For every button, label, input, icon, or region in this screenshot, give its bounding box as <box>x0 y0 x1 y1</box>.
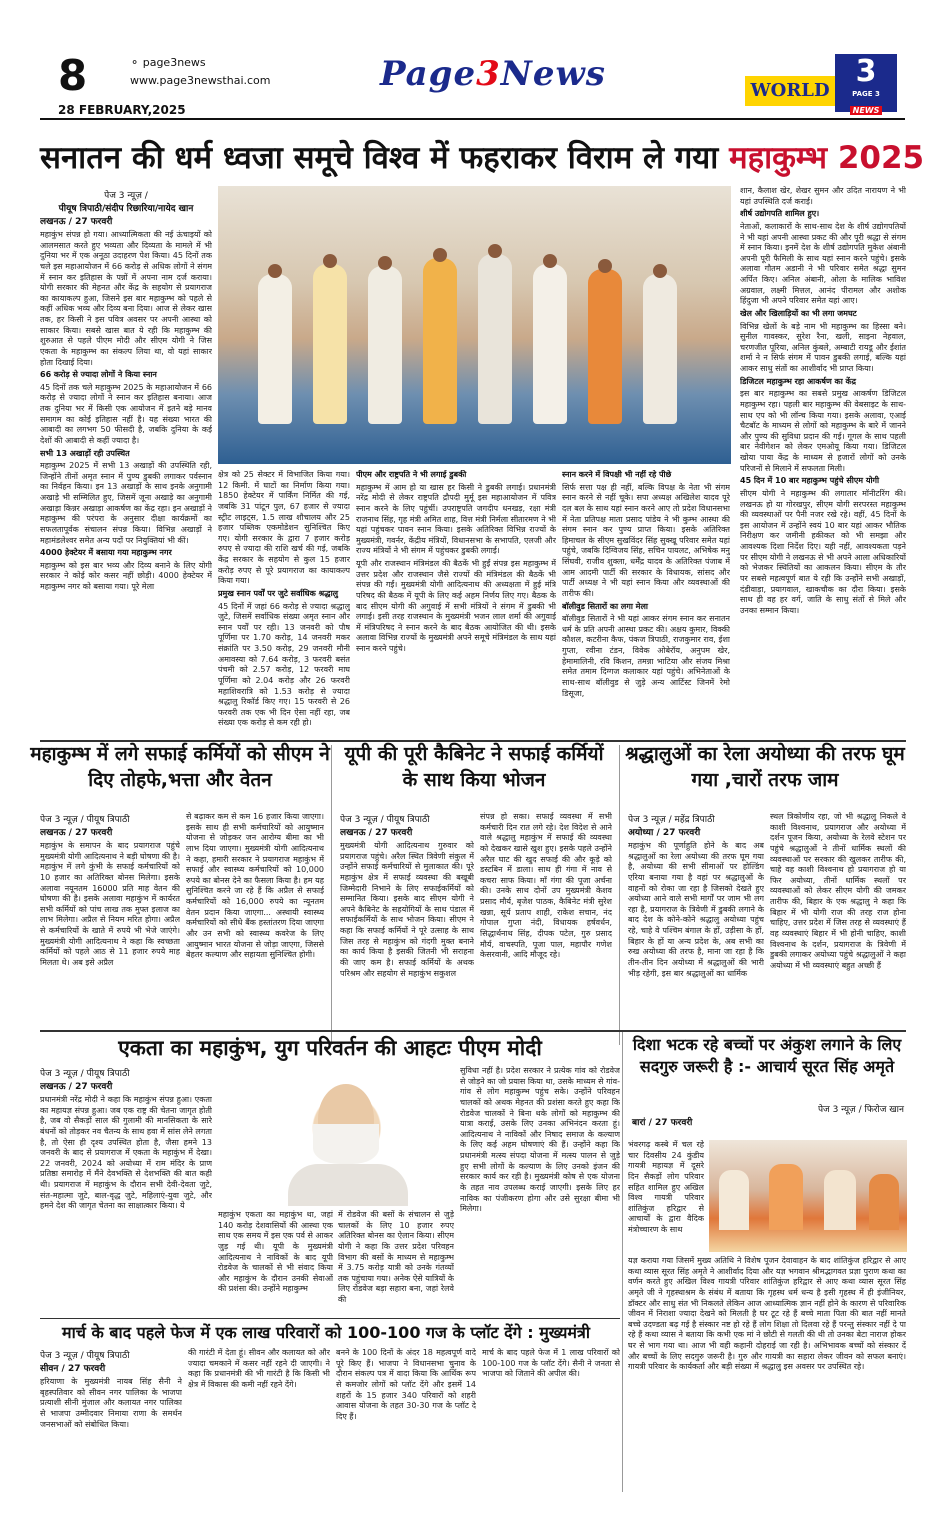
paragraph: हरियाणा के मुख्यमंत्री नायब सिंह सैनी ने बृहस्पतिवार को सीवन नगर पालिका के भाजपा प्रत्याशी सीनी मुंजाल और कलायत नगर पालिका से भाजपा उम्मीदवार निमाया राणा के समर्थन जनसभाओं को संबोधित किया। <box>40 1377 182 1429</box>
story6-headline: दिशा भटक रहे बच्चों पर अंकुश लगाने के लिए सदगुरु जरूरी है :- आचार्य सूरत सिंह अमृते <box>632 1035 902 1076</box>
main-headline <box>40 136 925 178</box>
main-story-photo <box>218 186 731 464</box>
paragraph: बनने के 100 दिनों के अंदर 18 महत्वपूर्ण वादे पूरे किए हैं। भाजपा ने विधानसभा चुनाव के दौरान संकल्प पत्र में वादा किया कि आर्थिक रूप से कमजोर लोगों को प्लॉट देंगे और इसमें 14 शहरों के 15 हजार 340 परिवारों को शहरी आवास योजना के तहत 30-30 गज के प्लॉट दे दिए हैं। <box>336 1348 476 1421</box>
paragraph: सिर्फ सत्ता पक्ष ही नहीं, बल्कि विपक्ष के नेता भी संगम स्नान करने से नहीं चूके। सपा अध्यक्ष अखिलेश यादव पूरे दल बल के साथ यहां स्नान करने आए तो प्रदेश विधानसभा में नेता प्रतिपक्ष माता प्रसाद पांडेय ने भी कुम्भ आस्था की संगम स्नान कर पुण्य प्राप्त किया। इसके अतिरिक्त हिमाचल के सीएम सुखविंदर सिंह सुक्खू परिवार समेत यहां पहुंचे, जबकि दिग्विजय सिंह, सचिन पायलट, अभिषेक मनु सिंघवी, राजीव शुक्ला, धर्मेंद्र यादव के अतिरिक्त पंजाब में आम आदमी पार्टी की सरकार के विधायक, सांसद और पार्टी अध्यक्ष ने भी यहां स्नान किया और व्यवस्थाओं की तारीफ की। <box>562 482 730 598</box>
byline-authors: पीयूष त्रिपाठी/संदीप रिछारिया/नायेद खान <box>58 204 194 214</box>
figure-head <box>433 248 447 262</box>
byline-dateline: लखनऊ / 27 फरवरी <box>40 1082 113 1092</box>
beard-shape <box>313 1124 379 1164</box>
story5-col4 <box>460 1066 620 1316</box>
badge-number: 3 <box>855 54 877 89</box>
paragraph: यज्ञ कराया गया जिसमें मुख्य अतिथि ने विशेष पूजन देवावाहन के बाद शांतिकुंज हरिद्वार से आए कथा व्यास सूरत सिंह अमृते ने आशीर्वाद दिया और यज्ञ भगवान श्रीमद्भागवत प्रज्ञा पुराण कथा का वर्णन करते हुए अखिल विश्व गायत्री परिवार शांतिकुंज हरिद्वार से आए कथा व्यास सूरत सिंह अमृते जी ने गृहस्थाश्रम के संबंध में बताया कि गृहस्थ धर्म धन्य है इसी गृहस्थ में ही इंजीनियर, डॉक्टर और साधु संत भी निकलते लेकिन आज आध्यात्मिक ज्ञान नहीं होने के कारण से परिवारिक जीवन में निराशा ज्यादा देखने को मिलती है घर टूट रहे हैं बच्चे माता पिता की बात नहीं मानते बच्चे उदण्डता बढ़ गई है संस्कार नष्ट हो रहे हैं लोग शिक्षा तो दिलवा रहे हैं परन्तु संस्कार नहीं दे पा रहे हैं कथा व्यास ने बताया कि कभी एक मां ने छोटी से गलती की थी तो उनका बेटा नाराज होकर घर से भाग गया था। आज भी वही कहानी दोहराई जा रही है। अभिभावक बच्चों को संस्कार दें और बच्चों के लिए सदगुरु जरूरी है। गुरु और गायत्री का सहारा लेकर जीवन को सफल बनाएं। गायत्री परिवार के कार्यकर्ता और बड़ी संख्या में श्रद्धालु इस अवसर पर उपस्थित रहे। <box>628 1256 906 1372</box>
story2-col2 <box>186 812 324 1044</box>
subhead: सभी 13 अखाड़ों रही उपस्थित <box>40 448 130 458</box>
paragraph: महाकुम्भ को इस बार भव्य और दिव्य बनाने के लिए योगी सरकार ने कोई कोर कसर नहीं छोड़ी। 4000 हेक्टेयर में महाकुम्भ नगर को बसाया गया। पूरे मेला <box>40 560 212 591</box>
logo-text-3: News <box>500 54 606 94</box>
figure <box>769 1164 803 1230</box>
story7-headline: मार्च के बाद पहले फेज में एक लाख परिवारों को 100-100 गज के प्लॉट देंगे : मुख्यमंत्री <box>62 1323 590 1342</box>
figure <box>719 1170 749 1230</box>
main-headline-text: सनातन की धर्म ध्वजा समूचे विश्व में फहराकर विराम ले गया <box>40 140 719 176</box>
byline-dateline: लखनऊ / 27 फरवरी <box>40 217 113 227</box>
subhead: बॉलीवुड सितारों का लगा मेला <box>562 601 648 611</box>
page3news-logo <box>380 54 606 94</box>
kurta-shape <box>288 1164 408 1206</box>
story4-headline: श्रद्धालुओं का रेला अयोध्या की तरफ घूम गया ,चारों तरफ जाम <box>625 743 905 791</box>
story7-col1 <box>40 1348 182 1492</box>
paragraph: की गारंटी में देता हूं। सीवन और कलायत को और ज्यादा चमकाने में कसर नहीं रहने दी जाएगी। ने कहा कि प्रधानमंत्री की भी गारंटी है कि किसी भी क्षेत्र में विकास की कमी नहीं रहने देंगे। <box>188 1348 330 1389</box>
paragraph: संपन्न हो सका। सफाई व्यवस्था में सभी कर्मचारी दिन रात लगे रहे। देश विदेश से आने वाले श्रद्धालु महाकुंभ में सफाई की व्यवस्था को देखकर खासे खुश हुए। इसके पहले उन्होंने अरैल घाट की खुद सफाई की और कूड़े को डस्टबिन में डाला। साथ ही गंगा में नाव से कचरा साफ किया। माँ गंगा की पूजा अर्चना की। उनके साथ दोनों उप मुख्यमंत्री केशव प्रसाद मौर्य, बृजेश पाठक, कैबिनेट मंत्री सुरेश खन्ना, सूर्य प्रताप शाही, राकेश सचान, नंद गोपाल गुप्ता नंदी, विधायक हर्षवर्धन, सिद्धार्थनाथ सिंह, दीपक पटेल, गुरु प्रसाद मौर्य, वाचस्पति, पूजा पाल, महापौर गणेश केसरवानी, आदि मौजूद रहे। <box>480 812 612 960</box>
figure <box>313 264 347 424</box>
byline-agency: पेज 3 न्यूज़ / <box>104 191 148 201</box>
story5-col2 <box>218 1210 333 1316</box>
paragraph: महाकुंभ संपन्न हो गया। आध्यात्मिकता की नई ऊंचाइयों को आलमसात करते हुए भव्यता और दिव्यता के मामले में भी दुनिया भर में एक अनूठा उदाहरण पेश किया। 45 दिनों तक चले इस महाआयोजन में 66 करोड़ से अधिक लोगों ने संगम में स्नान कर इतिहास के पन्नों में अपना नाम दर्ज कराया। योगी सरकार की मेहनत और केंद्र के सहयोग से प्रयागराज का कायाकल्प हुआ, जिसने इस बार महाकुम्भ को पहले से कहीं अधिक भव्य और दिव्य बना दिया। आज से लेकर खास तक, हर किसी ने इस पवित्र अवसर पर अपनी आस्था को साकार किया। सबसे खास बात ये रही कि महाकुम्भ की शुरुआत से पहले पीएम मोदी और सीएम योगी ने जिस एकता के महाकुम्भ का संकल्प लिया था, वो यहां साकार होता दिखाई दिया। <box>40 230 212 367</box>
paragraph: भंवरगढ़ कस्बे में चल रहे चार दिवसीय 24 कुंडीय गायत्री महायज्ञ में दूसरे दिन सैकड़ों लोग परिवार सहित शामिल हुए अखिल विश्व गायत्री परिवार शांतिकुंज हरिद्वार से आचार्यों के द्वारा वैदिक मंत्रोच्चारण के साथ <box>628 1140 704 1234</box>
social-text: page3news <box>142 56 206 69</box>
paragraph: महाकुंभ के समापन के बाद प्रयागराज पहुंचे मुख्यमंत्री योगी आदित्यनाथ ने बड़ी घोषणा की है। महाकुंभ में लगे कुंभी के सफाई कर्मचारियों को 10 हजार का अतिरिक्त बोनस मिलेगा। इसके अलावा नयूनतम 16000 प्रति माह वेतन की घोषणा की है। इसके अलावा महाकुंभ में कार्यरत सभी कर्मियों को पांच लाख तक मुफ्त इलाज का लाभ मिलेगा। अप्रैल से नियम मरित होगा। अप्रैल से कर्मचारियों के खाते में रुपये भी भेजे जाएंगे। मुख्यमंत्री योगी आदित्यनाथ ने कहा कि स्वच्छता कर्मियों को पहले आठ से 11 हजार रुपये माह मिलता थे। अब इसे अप्रैल <box>40 841 180 967</box>
paragraph: नेताओं, कलाकारों के साथ-साथ देश के शीर्ष उद्योगपतियों ने भी यहां अपनी आस्था प्रकट की और पूरी श्रद्धा से संगम में स्नान किया। इनमें देश के शीर्ष उद्योगपति मुकेश अंबानी अपनी पूरी फैमिली के साथ यहां स्नान करने पहुंचे। इसके अलावा गौतम अडानी ने भी परिवार समेत श्रद्धा सुमन अर्पित किए। अनिल अंबानी, ओला के मालिक भाविश अग्रवाल, लक्ष्मी मित्तल, आनंद पीरामल और अशोक हिंदुजा भी अपने परिवार समेत यहां आए। <box>740 221 906 306</box>
byline-agency: पेज 3 न्यूज़ / पीयूष त्रिपाठी <box>40 1069 130 1079</box>
figure <box>824 1170 856 1230</box>
story5-col1 <box>40 1066 212 1316</box>
subhead: पीएम और राष्ट्रपति ने भी लगाई डुबकी <box>356 470 467 479</box>
story2-col1 <box>40 812 180 1044</box>
byline-agency: पेज 3 न्यूज़ / पीयूष त्रिपाठी <box>340 815 430 825</box>
social-handle: ⚬ page3news <box>130 56 206 69</box>
story4-col2 <box>770 812 906 1044</box>
figure <box>478 254 512 424</box>
byline-dateline: अयोध्या / 27 फरवरी <box>628 828 701 838</box>
subhead: डिजिटल महाकुम्भ रहा आकर्षण का केंद्र <box>740 376 856 386</box>
paragraph: से बढ़ाकर कम से कम 16 हजार किया जाएगा। इसके साथ ही सभी कर्मचारियों को आयुष्मान योजना से जोड़कर जन आरोग्य बीमा का भी लाभ दिया जाएगा। मुख्यमंत्री योगी आदित्यनाथ ने कहा, हमारी सरकार ने प्रयागराज महाकुंभ में सफाई और स्वास्थ्य कर्मचारियों को 10,000 रुपये का बोनस देने का फैसला किया है। हम यह सुनिश्चित करने जा रहे हैं कि अप्रैल से सफाई कर्मचारियों को 16,000 रुपये का न्यूनतम वेतन प्रदान किया जाएगा... अस्थायी स्वास्थ्य कर्मचारियों को सीधे बैंक हस्तांतरण दिया जाएगा और उन सभी को स्वास्थ्य कवरेज के लिए आयुष्मान भारत योजना से जोड़ा जाएगा, जिससे बेहतर कल्याण और सहायता सुनिश्चित होगी। <box>186 812 324 960</box>
main-story-col4 <box>562 470 730 736</box>
main-story-col3 <box>356 470 556 736</box>
paragraph: सुविधा नहीं है। प्रदेश सरकार ने प्रत्येक गांव को रोडवेज से जोड़ने का जो प्रयास किया था, उसके माध्यम से गांव-गांव से लोग महाकुम्भ पहुंच सके। उन्होंने परिवहन चालकों को अथक मेहनत की प्रशंसा करते हुए कहा कि रोडवेज चालकों ने बिना थके लोगों को महाकुम्भ की यात्रा कराई, उसके लिए उनका अभिनंदन करता हूं। आदित्यनाथ ने नाविकों और निषाद समाज के कल्याण के लिए कई अहम घोषणाएं की हैं। उन्होंने कहा कि प्रधानमंत्री मत्स्य संपदा योजना में मत्स्य पालन से जुड़े हुए सभी लोगों के कल्याण के लिए उनको इंजन की सरकार कार्य कर रही है। मुख्यमंत्री कोष से एक योजना के तहत नाव उपलब्ध कराई जाएगी। इसके लिए हर नाविक का पंजीकरण होगा और उसे सुरक्षा बीमा भी मिलेगा। <box>460 1066 620 1214</box>
pm-modi-photo <box>218 1064 452 1206</box>
subhead: प्रमुख स्नान पर्वों पर जुटे सर्वाधिक श्रद्धालु <box>218 588 339 598</box>
figure <box>533 264 567 424</box>
story3-col2 <box>480 812 612 1044</box>
byline-agency: पेज 3 न्यूज़ / पीयूष त्रिपाठी <box>40 815 130 825</box>
paragraph: महाकुंभ एकता का महाकुंभ था, जहां 140 करोड़ देशवासियों की आस्था एक साथ एक समय में इस एक पर्व से आकर जुड़ गई थी। यूपी के मुख्यमंत्री आदित्यनाथ ने नाविकों के बाद यूपी रोडवेज के चालकों से भी संवाद किया और महाकुंभ के दौरान उनकी सेवाओं की प्रशंसा की। उन्होंने महाकुम्भ <box>218 1210 333 1294</box>
paragraph: मुख्यमंत्री योगी आदित्यनाथ गुरुवार को प्रयागराज पहुंचे। अरैल स्थित त्रिवेणी संकुल में उन्होंने सफाई कर्मचारियों से मुलाकात की। पूरे महाकुंभ क्षेत्र में सफाई व्यवस्था की बखूबी जिम्मेदारी निभाने के लिए सफाईकर्मियों को सम्मानित किया। इसके बाद सीएम योगी ने अपने कैबिनेट के सहयोगियों के साथ पंडाल में सफाईकर्मियों के साथ भोजन किया। सीएम ने कहा कि सफाई कर्मियों ने पूरे उत्साह के साथ जिस तरह से महाकुंभ को गंदगी मुक्त बनाने का कार्य किया है इसकी जितनी भी सराहना की जाए कम है। सफाई कर्मियों के अथक परिश्रम और सहयोग से महाकुंभ सकुशल <box>340 841 474 978</box>
figure-head <box>598 259 612 273</box>
paragraph: 45 दिनों में जहां 66 करोड़ से ज्यादा श्रद्धालु जुटे, जिसमें सर्वाधिक संख्या अमृत स्नान और स्नान पर्वों पर रही। 13 जनवरी को पौष पूर्णिमा पर 1.70 करोड़, 14 जनवरी मकर संक्रांति पर 3.50 करोड़, 29 जनवरी मौनी अमावस्या को 7.64 करोड़, 3 फरवरी बसंत पंचमी को 2.57 करोड़, 12 फरवरी माघ पूर्णिमा को 2.04 करोड़ और 26 फरवरी महाशिवरात्रि को 1.53 करोड़ से ज्यादा श्रद्धालु रिकॉर्ड किए गए। 15 फरवरी से 26 फरवरी तक एक भी दिन ऐसा नहीं रहा, जब संख्या एक करोड़ से कम रही हो। <box>218 601 350 728</box>
website-link[interactable]: www.page3newsthai.com <box>130 74 271 87</box>
issue-date: 28 FEBRUARY,2025 <box>58 103 186 117</box>
subhead: 66 करोड़ से ज्यादा लोगों ने किया स्नान <box>40 370 157 380</box>
story7-col4 <box>482 1348 620 1492</box>
column-divider <box>331 745 332 1045</box>
story6-col1 <box>628 1140 704 1252</box>
figure <box>869 1174 899 1230</box>
paragraph: प्रधानमंत्री नरेंद्र मोदी ने कहा कि महाकुंभ संपन्न हुआ। एकता का महायज्ञ संपन्न हुआ। जब एक राष्ट्र की चेतना जागृत होती है, जब वो सैकड़ों साल की गुलामी की मानसिकता के सारे बंधनों को तोड़कर नव चैतन्य के साथ हवा में सांस लेने लगता है, तो ऐसा ही दृश्य उपस्थित होता है, जैसा हमने 13 जनवरी के बाद से प्रयागराज में एकता के महाकुंभ में देखा। 22 जनवरी, 2024 को अयोध्या में राम मंदिर के प्राण प्रतिष्ठा समारोह में मैंने देवभक्ति से देशभक्ति की बात कही थी। प्रयागराज में महाकुंभ के दौरान सभी देवी-देवता जुटे, संत-महात्मा जुटे, बाल-वृद्ध जुटे, महिलाएं-युवा जुटे, और हमने देश की जागृत चेतना का साक्षात्कार किया। ये <box>40 1095 212 1211</box>
paragraph: सीएम योगी ने महाकुम्भ की लगातार मॉनीटरिंग की। लखनऊ हो या गोरखपुर, सीएम योगी सरपरस्त महाकुम्भ की व्यवस्थाओं पर पैनी नजर रखे रहे। वहीं, 45 दिनों के इस आयोजन में उन्होंने स्वयं 10 बार यहां आकर भौतिक निरीक्षण कर जमीनी हकीकत को भी समझा और आवश्यक दिशा निर्देश दिए। यही नहीं, आवश्यकता पड़ने पर सीएम योगी ने लखनऊ से भी अपने आला अधिकारियों को भेजकर स्थितियों का आकलन किया। सीएम के तौर पर सबसे महत्वपूर्ण बात ये रही कि उन्होंने सभी अखाड़ों, दंडीवाड़ा, प्रयागवाल, खाकचौक का दौरा किया। इसके साथ ही वह हर वर्ग, जाति के साधु संतों से मिले और उनका सम्मान किया। <box>740 488 906 615</box>
byline-dateline: सीवन / 27 फरवरी <box>40 1364 106 1374</box>
byline-agency: पेज 3 न्यूज़ / फिरोज खान <box>817 1105 904 1115</box>
paragraph: महाकुम्भ 2025 में सभी 13 अखाड़ों की उपस्थिति रही, जिन्होंने तीनों अमृत स्नान में पुण्य डुबकी लगाकर पर्वस्नान का निर्वहन किया। इन 13 अखाड़ों के साथ इनके अनुगामी अखाड़े भी सम्मिलित हुए, जिसमें जूना अखाड़े का अनुगामी अखाड़ा किन्नर अखाड़ा आकर्षण का केंद्र रहा। इन अखाड़ों ने महाकुम्भ की परंपरा के अनुसार दीक्षा कार्यक्रमों का सफलतापूर्वक संचालन संपन्न किया। विभिन्न अखाड़ों ने महामंडलेश्वर समेत अन्य पदों पर नियुक्तियां भी कीं। <box>40 461 212 545</box>
story6-byline <box>632 1102 904 1128</box>
story3-headline: यूपी की पूरी कैबिनेट ने सफाई कर्मियों के साथ किया भोजन <box>344 743 604 791</box>
figure-head <box>378 256 392 270</box>
main-headline-highlight: महाकुम्भ 2025 <box>729 140 925 176</box>
subhead: 4000 हेक्टेयर में बसाया गया महाकुम्भ नगर <box>40 548 172 558</box>
byline-dateline: लखनऊ / 27 फरवरी <box>340 828 413 838</box>
subhead: खेल और खिलाड़ियों का भी लगा जमघट <box>740 308 857 318</box>
paragraph: इस बार महाकुम्भ का सबसे प्रमुख आकर्षण डिजिटल महाकुम्भ रहा। पहली बार महाकुम्भ की वेबसाइट के साथ-साथ एप को भी लॉन्च किया गया। इसके अलावा, एआई चैटबॉट के माध्यम से लोगों को महाकुम्भ के बारे में जानने और पुण्य की सुविधा प्रदान की गई। गूगल के साथ पहली बार नेवीगेशन को लेकर एमओयू किया गया। डिजिटल खोया पाया केंद्र के माध्यम से हजारों लोगों को उनके परिजनों से मिलाने में सफलता मिली। <box>740 389 906 473</box>
paragraph: 45 दिनों तक चले महाकुम्भ 2025 के महाआयोजन में 66 करोड़ से ज्यादा लोगों ने स्नान कर इतिहास बनाया। आज तक दुनिया भर में किसी एक आयोजन में इतने बड़े मानव समागम का कोई इतिहास नहीं है। यह संख्या भारत की आबादी का लगभग 50 फीसदी है, जबकि दुनिया के कई देशों की आबादी से कहीं ज्यादा है। <box>40 382 212 445</box>
logo-text-1: Page <box>380 54 477 94</box>
paragraph: मार्च के बाद पहले फेज में 1 लाख परिवारों को 100-100 गज के प्लॉट देंगे। सैनी ने जनता से भाजपा को जिताने की अपील की। <box>482 1348 620 1379</box>
subhead: 45 दिन में 10 बार महाकुम्भ पहुंचे सीएम योगी <box>740 476 880 486</box>
story7-col3 <box>336 1348 476 1492</box>
byline-agency: पेज 3 न्यूज़ / महेंद्र त्रिपाठी <box>628 815 715 825</box>
paragraph: शान, कैलाश खेर, शेखर सुमन और उदित नारायण ने भी यहां उपस्थिति दर्ज कराई। <box>740 186 906 206</box>
masthead-rule <box>40 118 905 120</box>
column-divider <box>622 1032 623 1492</box>
paragraph: महाकुम्भ में आम हो या खास हर किसी ने डुबकी लगाई। प्रधानमंत्री नरेंद्र मोदी से लेकर राष्ट्रपति द्रौपदी मुर्मू इस महाआयोजन में पवित्र स्नान करने के लिए पहुंचीं। उपराष्ट्रपति जगदीप धनखड़, रक्षा मंत्री राजनाथ सिंह, गृह मंत्री अमित शाह, वित्त मंत्री निर्मला सीतारमण ने भी यहां पहुंचकर पावन स्नान किया। इसके अतिरिक्त विभिन्न राज्यों के मुख्यमंत्री, गवर्नर, केंद्रीय मंत्रियों, विधानसभा के सभापति, एलजी और राज्य मंत्रियों ने भी संगम में पहुंचकर डुबकी लगाई। <box>356 482 556 556</box>
figure-head <box>488 244 502 258</box>
section-divider <box>40 1030 906 1032</box>
figure <box>588 269 622 424</box>
figure-head <box>323 254 337 268</box>
main-story-col5 <box>740 186 906 736</box>
byline-agency: पेज 3 न्यूज़ / पीयूष त्रिपाठी <box>40 1351 130 1361</box>
badge-news: NEWS <box>850 106 883 115</box>
story4-col1 <box>628 812 764 1044</box>
figure-head <box>543 254 557 268</box>
subhead: शीर्ष उद्योगपति शामिल हुए। <box>740 209 820 219</box>
figure <box>368 266 402 424</box>
paragraph: विभिन्न खेलों के बड़े नाम भी महाकुम्भ का हिस्सा बने। सुनील गावस्कर, सुरेश रैना, खली, साइना नेहवाल, चरणजीत पूरिया, अनिल कुंबले, अम्बाटी रायडू और ईशांत शर्मा ने न सिर्फ संगम में पावन डुबकी लगाई, बल्कि यहां आकर साधु संतों का आशीर्वाद भी प्राप्त किया। <box>740 321 906 373</box>
paragraph: क्षेत्र को 25 सेक्टर में विभाजित किया गया। 12 किमी. में घाटों का निर्माण किया गया। 1850 हेक्टेयर में पार्किंग निर्मित की गई, जबकि 31 पांटून पुल, 67 हजार से ज्यादा स्ट्रीट लाइट्स, 1.5 लाख शौचालय और 25 हजार पब्लिक एकमोडेशन सुनिश्चित किए गए। योगी सरकार के द्वारा 7 हजार करोड़ रुपए से ज्यादा की राशि खर्च की गई, जबकि केंद्र सरकार के सहयोग से कुल 15 हजार करोड़ रुपए से पूरे प्रयागराज का कायाकल्प किया गया। <box>218 470 350 586</box>
byline-dateline: बारां / 27 फरवरी <box>632 1118 693 1128</box>
story3-col1 <box>340 812 474 1044</box>
main-story-col1 <box>40 188 212 736</box>
paragraph: में रोडवेज की बसों के संचालन से जुड़े चालकों के लिए 10 हजार रुपए अतिरिक्त बोनस का ऐलान किया। सीएम योगी ने कहा कि उत्तर प्रदेश परिवहन विभाग की बसों के माध्यम से महाकुम्भ में 3.75 करोड़ यात्री को उनके गंतव्यों तक पहुंचाया गया। अनेक ऐसे यात्रियों के लिए रोडवेज बड़ा सहारा बना, जहां रेलवे की <box>338 1210 454 1304</box>
yajna-photo <box>709 1140 907 1252</box>
badge-label: PAGE 3 <box>852 90 880 98</box>
main-story-col2 <box>218 470 350 736</box>
figure-head <box>268 264 282 278</box>
subhead: स्नान करने में विपक्षी भी नहीं रहे पीछे <box>562 470 672 479</box>
story5-headline: एकता का महाकुंभ, युग परिवर्तन की आहटः पीएम मोदी <box>118 1036 542 1060</box>
story2-headline: महाकुम्भ में लगे सफाई कर्मियों को सीएम ने दिए तोहफे,भत्ता और वेतन <box>30 743 330 791</box>
paragraph: यूपी और राजस्थान मंत्रिमंडल की बैठकें भी हुईं संपन्न इस महाकुम्भ में उत्तर प्रदेश और राजस्थान जैसे राज्यों की मंत्रिमंडल की बैठकें भी संपन्न की गईं। मुख्यमंत्री योगी आदित्यनाथ की अध्यक्षता में हुई मंत्रि परिषद की बैठक में यूपी के लिए कई अहम निर्णय लिए गए। बैठक के बाद सीएम योगी की अगुवाई में सभी मंत्रियों ने संगम में डुबकी भी लगाई। इसी तरह राजस्थान के मुख्यमंत्री भजन लाल शर्मा की अगुवाई में मंत्रिपरिषद ने स्नान करने के बाद बैठक आयोजित की थी। इसके अलावा विभिन्न राज्यों के मुख्यमंत्री अपने समूचे मंत्रिमंडल के साथ यहां स्नान करने पहुंचे। <box>356 559 556 653</box>
section-label: WORLD <box>745 76 835 106</box>
figure <box>643 274 677 424</box>
byline-dateline: लखनऊ / 27 फरवरी <box>40 828 113 838</box>
figure-head <box>653 264 667 278</box>
paragraph: बॉलीवुड सितारों ने भी यहां आकर संगम स्नान कर सनातन धर्म के प्रति अपनी आस्था प्रकट की। अक्षय कुमार, विक्की कौशल, कटरीना कैफ, पंकज त्रिपाठी, राजकुमार राव, ईशा गुप्ता, रवीना टंडन, विवेक ओबेरॉय, अनुपम खेर, हेमामालिनी, रवि किशन, तमन्ना भाटिया और संजय मिश्रा समेत तमाम दिग्गज कलाकार यहां पहुंचे। अभिनेताओं के साथ-साथ बॉलीवुड से जुड़े अन्य आर्टिस्ट जिनमें रेमो डिसूजा, <box>562 614 730 698</box>
page-number: 8 <box>58 51 88 100</box>
section-divider <box>40 1318 620 1319</box>
story5-col3 <box>338 1210 454 1316</box>
logo-text-2: 3 <box>476 54 501 94</box>
page3-badge-icon <box>835 54 897 115</box>
story7-col2 <box>188 1348 330 1492</box>
figure <box>258 274 292 424</box>
paragraph: महाकुंभ की पूर्णाहुति होने के बाद अब श्रद्धालुओं का रेला अयोध्या की तरफ घूम गया है, अयोध्या की सभी सीमाओं पर होल्डिंग एरिया बनाया गया है वहां पर श्रद्धालुओं के वाहनों को रोका जा रहा है जिसको देखते हुए अयोध्या आने वाले सभी मार्गों पर जाम भी लग रहा है, प्रयागराज के त्रिवेणी में डुबकी लगाने के बाद देश के कोने-कोने श्रद्धालु अयोध्या पहुंच रहे, चाहे वे पश्चिम बंगाल के हों, उड़ीसा के हों, बिहार के हों या अन्य प्रदेश के, अब सभी का रुख अयोध्या की तरफ है, माना जा रहा है कि तीन-तीन दिन अयोध्या में श्रद्धालुओं की भारी भीड़ रहेगी, इस बार श्रद्धालुओं का धार्मिक <box>628 841 764 978</box>
paragraph: स्थल त्रिकोणीय रहा, जो भी श्रद्धालु निकले वे काशी विश्वनाथ, प्रयागराज और अयोध्या में दर्शन पूजन किया, अयोध्या के रेलवे स्टेशन पर पहुंचे श्रद्धालुओं ने तीनों धार्मिक स्थलों की व्यवस्थाओं पर सरकार की खुलकर तारीफ की, चाहे वह काशी विश्वनाथ हो प्रयागराज हो या फिर अयोध्या, तीनों धार्मिक स्थलों पर व्यवस्थाओं को लेकर सीएम योगी की जमकर तारीफ की, बिहार के एक श्रद्धालु ने कहा कि बिहार में भी योगी राज की तरह राज होना चाहिए, उत्तर प्रदेश में जिस तरह से व्यवस्थाएं हैं वह व्यवस्थाएं बिहार में भी होनी चाहिए, काशी विश्वनाथ के दर्शन, प्रयागराज के त्रिवेणी में डुबकी लगाकर अयोध्या पहुंचे श्रद्धालुओं ने कहा अयोध्या में भी व्यवस्थाएं बहुत अच्छी हैं <box>770 812 906 970</box>
masthead <box>40 46 905 116</box>
story6-col2 <box>628 1256 906 1492</box>
figure <box>423 258 457 424</box>
column-divider <box>619 745 620 1045</box>
